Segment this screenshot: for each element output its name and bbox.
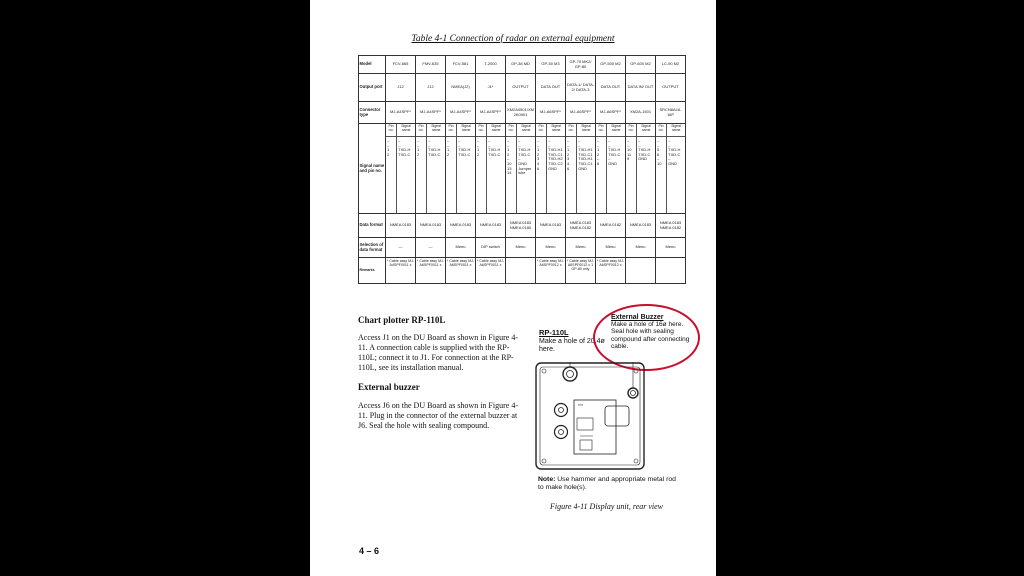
row-label-selection: Selection of data format [359,238,386,258]
cell-connector-type: MJ-A6SPF* [536,102,566,124]
pin-numbers: – – 1 2 – 6 [597,138,600,166]
rp-110l-hole [563,367,577,381]
cell-model: GP-70 MK2/ GP-80 [566,56,596,74]
cell-remarks: * Cable assy MJ-A6SPF0011 x [476,258,506,284]
cell-signal [596,124,626,214]
cell-remarks: * Cable assy MJ-A6SPF0012 x [536,258,566,284]
cell-remarks: * Cable assy MJ-A6SPF0012 x 1 GP-80 only [566,258,596,284]
page-number: 4 – 6 [359,546,380,556]
table-row-model [359,56,686,74]
cell-data-format: NMEA 0183 [536,214,566,238]
pin-header: Pin no. [536,124,546,137]
pin-header: Pin no. [416,124,426,137]
signal-names: – – TXD-H TXD-C – GND [668,138,681,166]
pin-numbers: – – 1 2 [447,138,450,157]
cell-model: GP-50 M3 [536,56,566,74]
buzzer-hole [628,388,638,398]
row-label-signal: Signal name and pin no. [359,124,386,214]
pin-header: Pin no. [446,124,456,137]
signal-names: – – TXD-H TXD-C – GND [608,138,621,166]
pin-header: Pin no. [476,124,486,137]
table-row-remarks [359,258,686,284]
row-label-output-port: Output port [359,74,386,102]
connector-2 [555,426,568,439]
cell-model: GP-500 M2 [596,56,626,74]
external-buzzer-text: Access J6 on the DU Board as shown in Figure 4-11. Plug in the connector of the external buzzer at J6. Seal the hole with sealing compound. [358,401,518,430]
signal-header: Signal name [397,124,415,137]
external-buzzer-hole-text: Make a hole of 16ø here. Seal hole with sealing compound after connecting cable. [611,321,690,350]
cell-connector-type: MJ-A6SPF* [566,102,596,124]
cell-signal [656,124,686,214]
display-unit-rear-view-diagram [535,362,647,472]
cell-selection: Menu [506,238,536,258]
cell-selection: Menu [596,238,626,258]
cell-data-format: NMEA 0183 [446,214,476,238]
cell-signal [536,124,566,214]
signal-header: Signal name [607,124,625,137]
cell-remarks: * Cable assy MJ-A4SPF0011 x [386,258,416,284]
signal-names: – – TXD-H TXD-C [428,138,441,157]
chart-plotter-text: Access J1 on the DU Board as shown in Figure 4-11. A connection cable is supplied with the RP-110L; connect it to J1. For connection at the RP-110L, see its installation manual. [358,333,518,372]
pin-header: Pin no. [656,124,666,137]
chart-plotter-section [358,315,445,325]
signal-header: Signal name [577,124,595,137]
cell-remarks [656,258,686,284]
signal-names: – – TXD-H1 TXD-C1 TXD-H2 TXD-C2 GND [548,138,563,171]
cell-data-format: NMEA 0183 [476,214,506,238]
cell-remarks: * Cable assy MJ-A6SPF0012 x [596,258,626,284]
table-row-selection [359,238,686,258]
cell-selection: DIP switch [476,238,506,258]
cell-selection: Menu [656,238,686,258]
pin-header: Pin no. [596,124,606,137]
cell-model: LC-90 M2 [656,56,686,74]
cell-connector-type: XM2A-1501 [626,102,656,124]
pin-numbers: – – 1 2 3 4 6 [567,138,570,171]
svg-text:▪▪▪▪: ▪▪▪▪ [578,403,583,407]
cell-data-format: NMEA 0183 NMEA 0180 [506,214,536,238]
cell-signal [386,124,416,214]
row-label-model: Model [359,56,386,74]
cell-signal [416,124,446,214]
pin-numbers: – – 1 2 [477,138,480,157]
cell-remarks [506,258,536,284]
pin-numbers: – – 5 6 – 10 [657,138,662,166]
cell-output-port: J12 [416,74,446,102]
cell-output-port: DATA IN/ OUT [626,74,656,102]
figure-note [538,476,678,492]
cell-signal [626,124,656,214]
chart-plotter-title: Chart plotter RP-110L [358,315,446,325]
cell-data-format: NMEA 0182 [596,214,626,238]
table-row-data-format [359,214,686,238]
signal-names: – – TXD-H TXD-C [398,138,411,157]
cell-remarks [626,258,656,284]
cell-model: T-2000 [476,56,506,74]
pin-header: Pin no. [386,124,396,137]
pin-numbers: – – 1 2 [417,138,420,157]
label-plate [605,406,629,426]
external-buzzer-label: External Buzzer [611,314,664,321]
connection-table [358,55,686,284]
external-buzzer-section [358,382,420,392]
cell-connector-type: MJ-A4SPF* [416,102,446,124]
cell-connector-type: XM2A0501/XM2K0901 [506,102,536,124]
cell-output-port: J1* [476,74,506,102]
signal-header: Signal name [517,124,535,137]
figure-caption: Figure 4-11 Display unit, rear view [550,502,664,511]
cell-connector-type: MJ-A4SPF* [386,102,416,124]
cell-data-format: NMEA 0183 [626,214,656,238]
cell-output-port: DATA-1/ DATA-2/ DATA-3 [566,74,596,102]
cell-connector-type: SRCN6A16-16P [656,102,686,124]
document-page [310,0,716,576]
cell-output-port: DATA OUT [596,74,626,102]
signal-header: Signal name [487,124,505,137]
pin-header: Pin no. [626,124,636,137]
cell-selection: — [386,238,416,258]
pin-header: Pin no. [506,124,516,137]
cell-output-port: NMEA(J2) [446,74,476,102]
table-row-connector-type [359,102,686,124]
signal-names: – – TXD-H TXD-C – GND Jumper wire [518,138,532,176]
table-row-signal [359,124,686,214]
cell-remarks: * Cable assy MJ-A6SPF0011 x [446,258,476,284]
cell-connector-type: MJ-A4SPF* [446,102,476,124]
signal-header: Signal name [427,124,445,137]
cell-output-port: J12 [386,74,416,102]
signal-names: – – TXD-H TXD-C [488,138,501,157]
note-text: Use hammer and appropriate metal rod to make hole(s). [538,476,676,491]
cell-signal [446,124,476,214]
pin-header: Pin no. [566,124,576,137]
cell-selection: Menu [446,238,476,258]
cell-output-port: OUTPUT [656,74,686,102]
cell-selection: Menu [536,238,566,258]
signal-names: – – TXD-H TXD-C GND [638,138,651,162]
cell-signal [476,124,506,214]
cell-model: GP-600 M2 [626,56,656,74]
cell-model: FMV-635 [416,56,446,74]
signal-names: – – TXD-H TXD-C [458,138,471,157]
cell-signal [506,124,536,214]
cell-signal [566,124,596,214]
cell-data-format: NMEA 0183 NMEA 0182 [566,214,596,238]
cell-data-format: NMEA 0183 [386,214,416,238]
unit-outline [536,363,644,469]
row-label-connector-type: Connector type [359,102,386,124]
cell-selection: Menu [566,238,596,258]
signal-header: Signal name [547,124,565,137]
signal-header: Signal name [457,124,475,137]
cell-data-format: NMEA 0183 [416,214,446,238]
note-label: Note: [538,476,556,483]
signal-header: Signal name [637,124,655,137]
cell-output-port: DATA OUT [536,74,566,102]
table-caption: Table 4-1 Connection of radar on external equipment [411,34,615,44]
row-label-data-format: Data format [359,214,386,238]
signal-names: – – TXD-H1 TXD-C1 TXD-H1 TXD-C1 GND [578,138,593,171]
cell-selection: — [416,238,446,258]
signal-header: Signal name [667,124,685,137]
cell-connector-type: MJ-A4SPF* [476,102,506,124]
pin-numbers: – – 10 11 9 [627,138,632,162]
cell-model: FCV-665 [386,56,416,74]
pin-numbers: – – 1 2 – 10 13 14 [507,138,512,176]
cell-selection: Menu [626,238,656,258]
rp-110l-hole-text: Make a hole of 20.4ø here. [539,338,605,353]
cell-model: FCV-581 [446,56,476,74]
cell-data-format: NMEA 0183 NMEA 0182 [656,214,686,238]
row-label-remarks: Remarks [359,258,386,284]
external-buzzer-title: External buzzer [358,382,420,392]
external-buzzer-callout [611,314,693,350]
cell-model: GP-38 MD [506,56,536,74]
cell-output-port: OUTPUT [506,74,536,102]
table-row-output-port [359,74,686,102]
connector-1 [555,404,568,417]
cell-remarks: * Cable assy MJ-A6SPF0011 x [416,258,446,284]
cell-connector-type: MJ-A6SPF* [596,102,626,124]
rp-110l-label: RP-110L [539,328,569,337]
pin-numbers: – – 1 2 [387,138,390,157]
pin-numbers: – – 1 2 3 4 6 [537,138,540,171]
